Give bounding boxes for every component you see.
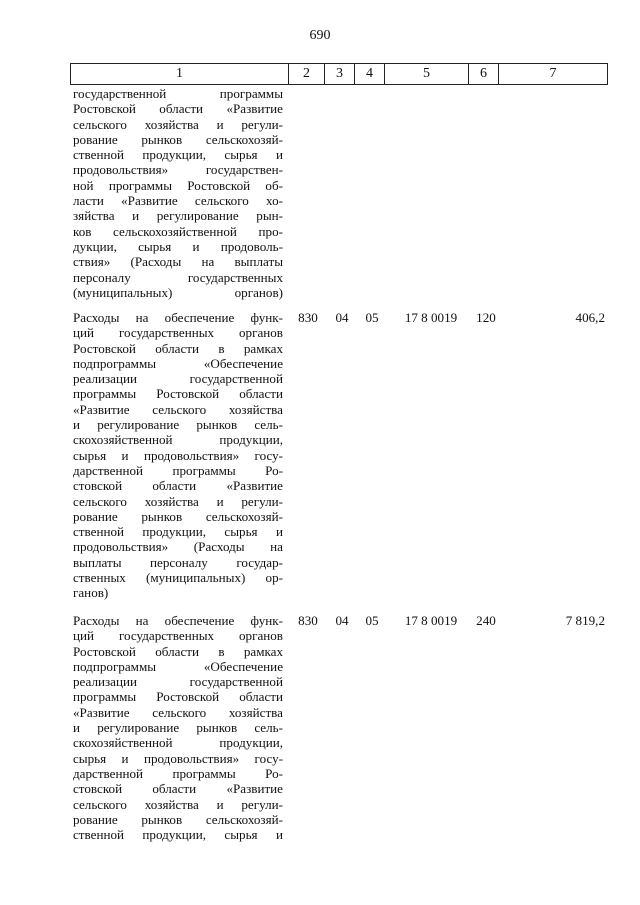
description-line: реализации государственной [73, 674, 283, 690]
row-subsection: 05 [365, 310, 379, 325]
description-line: Ростовской области в рамках [73, 340, 283, 356]
description-line: рование рынков сельскохозяй- [73, 508, 283, 524]
description-line: ций государственных органов [73, 628, 283, 644]
description-line: рование рынков сельскохозяй- [73, 131, 283, 147]
description-line: программы Ростовской области [73, 689, 283, 705]
description-line: стовской области «Развитие [73, 781, 283, 797]
description-line: стовской области «Развитие [73, 478, 283, 494]
column-header-3: 3 [325, 64, 355, 85]
description-line: ций государственных органов [73, 325, 283, 341]
description-line: сельского хозяйства и регули- [73, 796, 283, 812]
description-line: ствия» (Расходы на выплаты [73, 254, 283, 270]
description-line: ственной продукции, сырья и [73, 827, 283, 843]
description-line: реализации государственной [73, 371, 283, 387]
row-code: 830 [298, 613, 318, 628]
column-header-5: 5 [385, 64, 469, 85]
row-description [73, 613, 283, 842]
description-line: ственных (муниципальных) ор- [73, 570, 283, 586]
description-line: скохозяйственной продукции, [73, 432, 283, 448]
description-line: выплаты персоналу государ- [73, 554, 283, 570]
description-line: ственной продукции, сырья и [73, 147, 283, 163]
description-line: подпрограммы «Обеспечение [73, 355, 283, 371]
description-line: «Развитие сельского хозяйства [73, 704, 283, 720]
column-header-2: 2 [289, 64, 325, 85]
row-subsection: 05 [365, 613, 379, 628]
column-header-1: 1 [71, 64, 289, 85]
row-description [73, 310, 283, 601]
description-line: Ростовской области в рамках [73, 643, 283, 659]
description-line: и регулирование рынков сель- [73, 417, 283, 433]
row-code: 830 [298, 310, 318, 325]
row-target: 17 8 0019 [404, 613, 458, 628]
description-line: сельского хозяйства и регули- [73, 116, 283, 132]
description-line: государственной программы [73, 86, 283, 101]
row-description [73, 86, 283, 300]
description-line: сырья и продовольствия» госу- [73, 750, 283, 766]
page-number: 690 [309, 28, 331, 43]
description-line: сельского хозяйства и регули- [73, 493, 283, 509]
row-type: 120 [476, 310, 496, 325]
column-header-4: 4 [355, 64, 385, 85]
description-line: ной программы Ростовской об- [73, 177, 283, 193]
description-line: дукции, сырья и продоволь- [73, 238, 283, 254]
description-line: Расходы на обеспечение функ- [73, 310, 283, 325]
description-line: ственной продукции, сырья и [73, 524, 283, 540]
description-line: Ростовской области «Развитие [73, 101, 283, 117]
description-line: персоналу государственных [73, 269, 283, 285]
description-line: дарственной программы Ро- [73, 765, 283, 781]
description-line: рование рынков сельскохозяй- [73, 811, 283, 827]
description-line: продовольствия» (Расходы на [73, 539, 283, 555]
description-line: и регулирование рынков сель- [73, 720, 283, 736]
column-header-6: 6 [469, 64, 499, 85]
column-header-table [70, 63, 608, 85]
description-line: подпрограммы «Обеспечение [73, 658, 283, 674]
description-line: зяйства и регулирование рын- [73, 208, 283, 224]
description-line: сырья и продовольствия» госу- [73, 447, 283, 463]
description-line: ков сельскохозяйственной про- [73, 223, 283, 239]
row-amount: 7 819,2 [565, 613, 605, 628]
description-line: продовольствия» государствен- [73, 162, 283, 178]
row-section: 04 [335, 310, 349, 325]
description-line: «Развитие сельского хозяйства [73, 401, 283, 417]
row-target: 17 8 0019 [404, 310, 458, 325]
description-line: ласти «Развитие сельского хо- [73, 193, 283, 209]
description-line: ганов) [73, 585, 109, 601]
description-line: дарственной программы Ро- [73, 462, 283, 478]
description-line: Расходы на обеспечение функ- [73, 613, 283, 628]
row-section: 04 [335, 613, 349, 628]
row-amount: 406,2 [575, 310, 605, 325]
description-line: программы Ростовской области [73, 386, 283, 402]
column-header-7: 7 [499, 64, 608, 85]
description-line: скохозяйственной продукции, [73, 735, 283, 751]
description-line: (муниципальных) органов) [73, 284, 283, 300]
row-type: 240 [476, 613, 496, 628]
